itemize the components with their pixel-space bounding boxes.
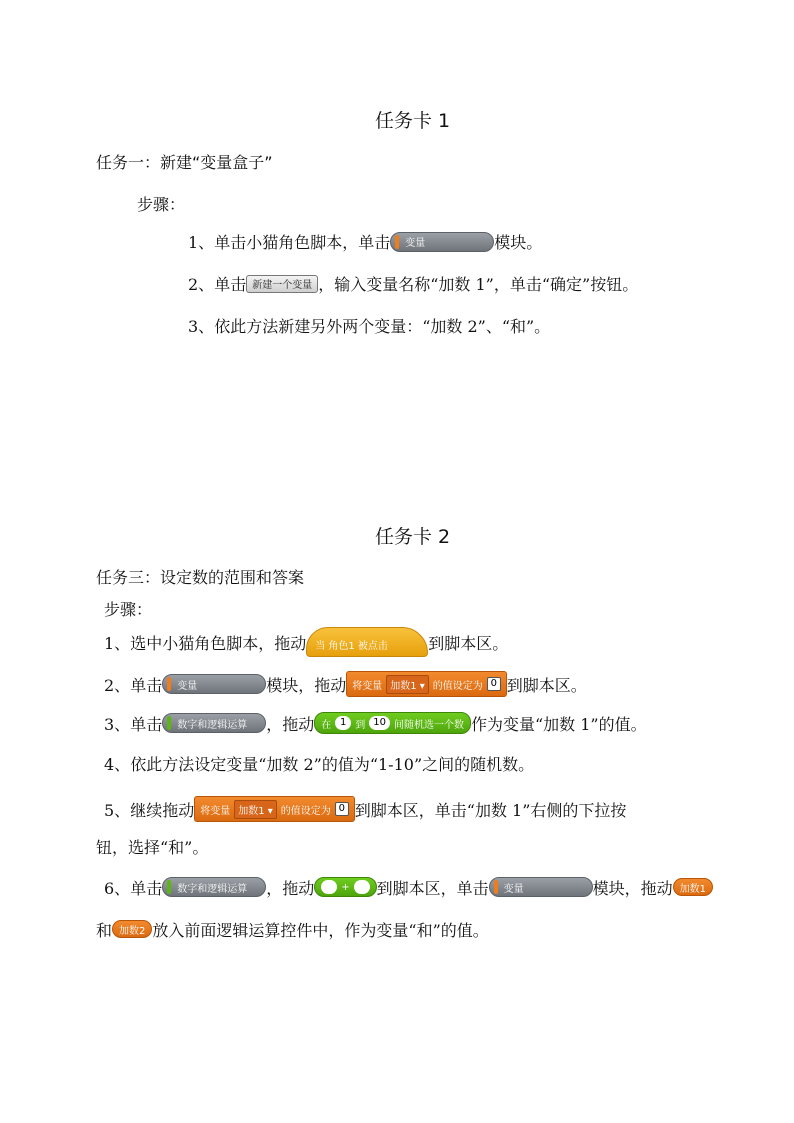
step-text-end: 模块。 <box>494 233 543 252</box>
step-number: 3、 <box>104 714 131 734</box>
new-variable-button[interactable]: 新建一个变量 <box>246 275 318 293</box>
card1-title: 任务卡 1 <box>375 110 451 132</box>
card2-step-3 <box>104 708 647 738</box>
step-text-end: 到脚本区。 <box>428 633 509 653</box>
variables-color-bar <box>395 235 399 249</box>
variable-dropdown[interactable]: 加数1 ▾ <box>386 675 429 694</box>
variables-category-label: 变量 <box>503 883 524 895</box>
step-text-and: 和 <box>96 920 113 940</box>
step-number: 2、 <box>104 675 131 695</box>
dropdown-value: 加数1 <box>238 805 265 817</box>
step-text-mid: ，拖动 <box>266 714 315 734</box>
operators-color-bar <box>167 880 171 894</box>
card2-step-6-continued <box>96 918 489 940</box>
pick-random-block[interactable] <box>314 712 471 734</box>
step-text-end: 作为变量“加数 1”的值。 <box>470 714 647 734</box>
variables-color-bar <box>494 880 498 894</box>
step-text: 单击 <box>130 714 163 734</box>
random-prefix: 在 <box>321 719 332 731</box>
value-input[interactable]: 0 <box>335 802 349 816</box>
step-number: 1、 <box>104 633 131 653</box>
variables-category-button[interactable] <box>162 674 266 694</box>
addition-left-slot[interactable] <box>321 880 337 894</box>
value-input[interactable]: 0 <box>487 677 501 691</box>
card2-task-heading: 任务三：设定数的范围和答案 <box>96 568 305 587</box>
card1-step-3 <box>188 314 550 337</box>
step-text-end: 到脚本区，单击“加数 1”右侧的下拉按 <box>354 800 627 820</box>
step-text: 单击 <box>130 675 163 695</box>
variables-category-button[interactable] <box>489 877 593 897</box>
step-text-mid: 模块，拖动 <box>266 675 347 695</box>
step-text: 依此方法新建另外两个变量：“加数 2”、“和”。 <box>214 317 551 336</box>
operators-color-bar <box>167 716 171 730</box>
addend1-reporter[interactable]: 加数1 <box>673 878 713 896</box>
operators-category-button[interactable] <box>162 877 266 897</box>
variables-category-label: 变量 <box>405 238 426 249</box>
variable-dropdown[interactable]: 加数1 ▾ <box>234 800 277 819</box>
step-text-end: 到脚本区。 <box>506 675 587 695</box>
operators-category-label: 数字和逻辑运算 <box>177 883 248 895</box>
card1-task-heading: 任务一：新建“变量盒子” <box>96 153 273 172</box>
addition-right-slot[interactable] <box>354 880 370 894</box>
random-suffix: 间随机选一个数 <box>393 719 464 731</box>
step-number: 5、 <box>104 800 131 820</box>
step-text-end: ，输入变量名称“加数 1”，单击“确定”按钮。 <box>318 275 639 294</box>
step-text: 继续拖动 <box>130 800 195 820</box>
step-text: 单击 <box>214 275 247 294</box>
set-var-prefix: 将变量 <box>200 805 231 817</box>
set-var-middle: 的值设定为 <box>432 680 483 692</box>
card2-step-4 <box>104 752 534 775</box>
card2-step-2 <box>104 662 587 706</box>
step-number: 4、 <box>104 755 131 774</box>
operators-category-label: 数字和逻辑运算 <box>177 719 248 731</box>
set-var-prefix: 将变量 <box>352 680 383 692</box>
step-text-mid3: 模块，拖动 <box>592 878 673 898</box>
step-text: 单击 <box>130 878 163 898</box>
when-sprite-clicked-block[interactable]: 当 角色1 被点击 <box>306 627 428 657</box>
step-text-end: 放入前面逻辑运算控件中，作为变量“和”的值。 <box>152 920 489 940</box>
random-to-label: 到 <box>355 719 366 731</box>
random-to-input[interactable]: 10 <box>369 716 390 730</box>
dropdown-value: 加数1 <box>390 680 417 692</box>
random-from-input[interactable]: 1 <box>335 716 351 730</box>
set-variable-block[interactable] <box>346 671 507 697</box>
card1-steps-label: 步骤： <box>137 195 186 214</box>
variables-color-bar <box>167 677 171 691</box>
set-var-middle: 的值设定为 <box>280 805 331 817</box>
card2-steps-label: 步骤： <box>104 600 153 619</box>
step-number: 3、 <box>188 317 215 336</box>
step-text-mid: ，拖动 <box>266 878 315 898</box>
card2-step-1 <box>104 620 508 664</box>
step-number: 6、 <box>104 878 131 898</box>
step-number: 1、 <box>188 233 215 252</box>
step-text-wrap: 钮，选择“和”。 <box>96 838 209 857</box>
step-text-mid2: 到脚本区，单击 <box>376 878 489 898</box>
card2-title: 任务卡 2 <box>375 526 451 548</box>
card2-step-6 <box>104 876 713 898</box>
addend2-reporter[interactable]: 加数2 <box>112 920 152 938</box>
card1-step-1 <box>188 230 542 253</box>
step-text: 依此方法设定变量“加数 2”的值为“1-10”之间的随机数。 <box>130 755 535 774</box>
step-text: 单击小猫角色脚本，单击 <box>214 233 391 252</box>
card1-step-2 <box>188 272 638 295</box>
card2-step-5-continued <box>96 835 208 858</box>
step-text: 选中小猫角色脚本，拖动 <box>130 633 307 653</box>
step-number: 2、 <box>188 275 215 294</box>
variables-category-label: 变量 <box>177 680 198 692</box>
plus-sign: + <box>341 881 350 893</box>
card2-step-5 <box>104 794 626 824</box>
variables-category-button[interactable] <box>390 232 494 252</box>
operators-category-button[interactable] <box>162 713 266 733</box>
set-variable-block[interactable] <box>194 796 355 822</box>
addition-block[interactable] <box>314 877 376 897</box>
